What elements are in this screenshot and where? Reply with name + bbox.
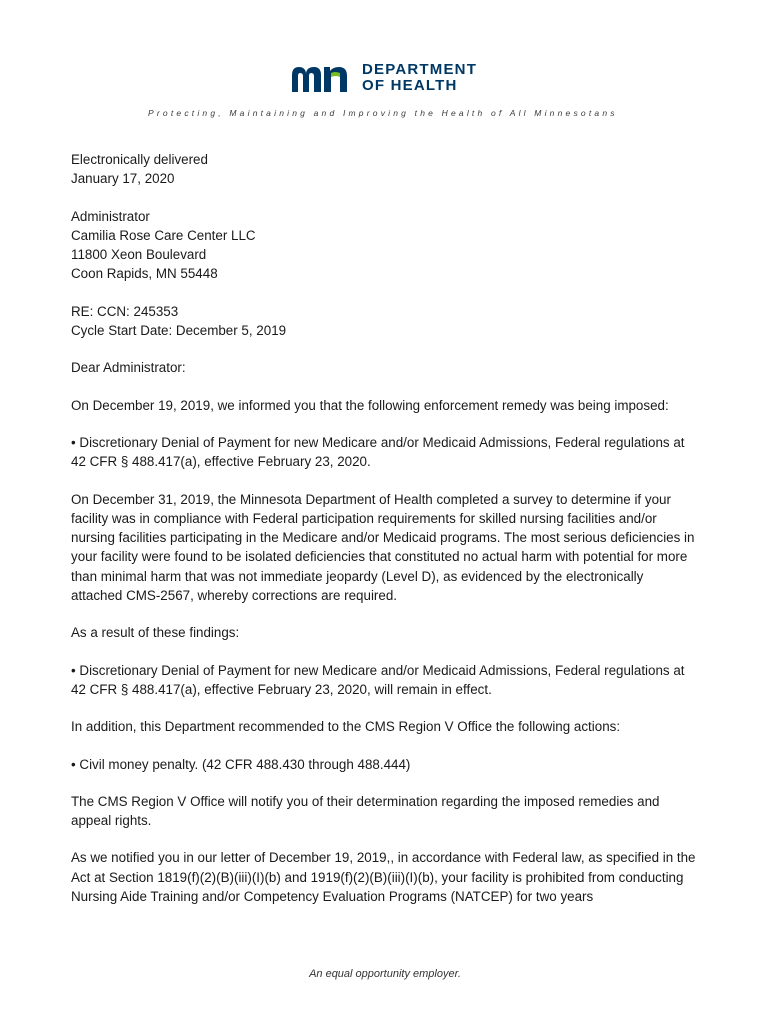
re-line: RE: CCN: 245353 xyxy=(71,303,179,319)
mn-logo-icon xyxy=(289,63,355,93)
cycle-line: Cycle Start Date: December 5, 2019 xyxy=(71,323,287,339)
delivery-block xyxy=(71,150,696,189)
reference-block xyxy=(71,302,696,341)
paragraph-1: On December 19, 2019, we informed you that the following enforcement remedy was being imposed: xyxy=(71,397,669,413)
recipient-address xyxy=(71,207,696,284)
logo-line-1: DEPARTMENT xyxy=(362,61,478,78)
footer-eoe: An equal opportunity employer. xyxy=(309,968,461,980)
bullet-2: • Discretionary Denial of Payment for new Medicare and/or Medicaid Admissions, Federal regulations at 42 CFR § 488.417(a), effective February 23, 2020, will remain in effect. xyxy=(71,662,685,697)
mdh-logo xyxy=(289,62,477,94)
bullet-3: • Civil money penalty. (42 CFR 488.430 through 488.444) xyxy=(71,756,411,772)
delivery-method: Electronically delivered xyxy=(71,152,208,167)
salutation: Dear Administrator: xyxy=(71,360,186,376)
letter-date: January 17, 2020 xyxy=(71,171,175,187)
logo-wordmark xyxy=(362,62,477,94)
recipient-facility: Camilia Rose Care Center LLC xyxy=(71,227,256,243)
paragraph-3: As a result of these findings: xyxy=(71,625,240,641)
recipient-title: Administrator xyxy=(71,208,150,224)
letter-body xyxy=(71,150,696,924)
paragraph-5: The CMS Region V Office will notify you of their determination regarding the imposed remedies and appeal rights. xyxy=(71,793,660,829)
bullet-1: • Discretionary Denial of Payment for new Medicare and/or Medicaid Admissions, Federal regulations at 42 CFR § 488.417(a), effective February 23, 2020. xyxy=(71,434,685,470)
paragraph-6: As we notified you in our letter of December 19, 2019,, in accordance with Federal law, as specified in the Act at Section 1819(f)(2)(B)(iii)(I)(b) and 1919(f)(2)(B)(iii)(I)(b), your facility is prohibited from conducting Nursing Aide Training and/or Competency Evaluation Programs (NATCEP) for two years xyxy=(71,850,696,905)
paragraph-4: In addition, this Department recommended to the CMS Region V Office the following actions: xyxy=(71,719,621,735)
logo-line-2: OF HEALTH xyxy=(362,77,458,94)
recipient-city: Coon Rapids, MN 55448 xyxy=(71,266,218,282)
tagline: Protecting, Maintaining and Improving the Health of All Minnesotans xyxy=(148,108,618,118)
paragraph-2: On December 31, 2019, the Minnesota Department of Health completed a survey to determine if your facility was in compliance with Federal participation requirements for skilled nursing facilities and/or nursing facilities participating in the Medicare and/or Medicaid programs. The most serious deficiencies in your facility were found to be isolated deficiencies that constituted no actual harm with potential for more than minimal harm that was not immediate jeopardy (Level D), as evidenced by the electronically attached CMS-2567, whereby corrections are required. xyxy=(71,491,695,604)
recipient-street: 11800 Xeon Boulevard xyxy=(71,247,207,263)
